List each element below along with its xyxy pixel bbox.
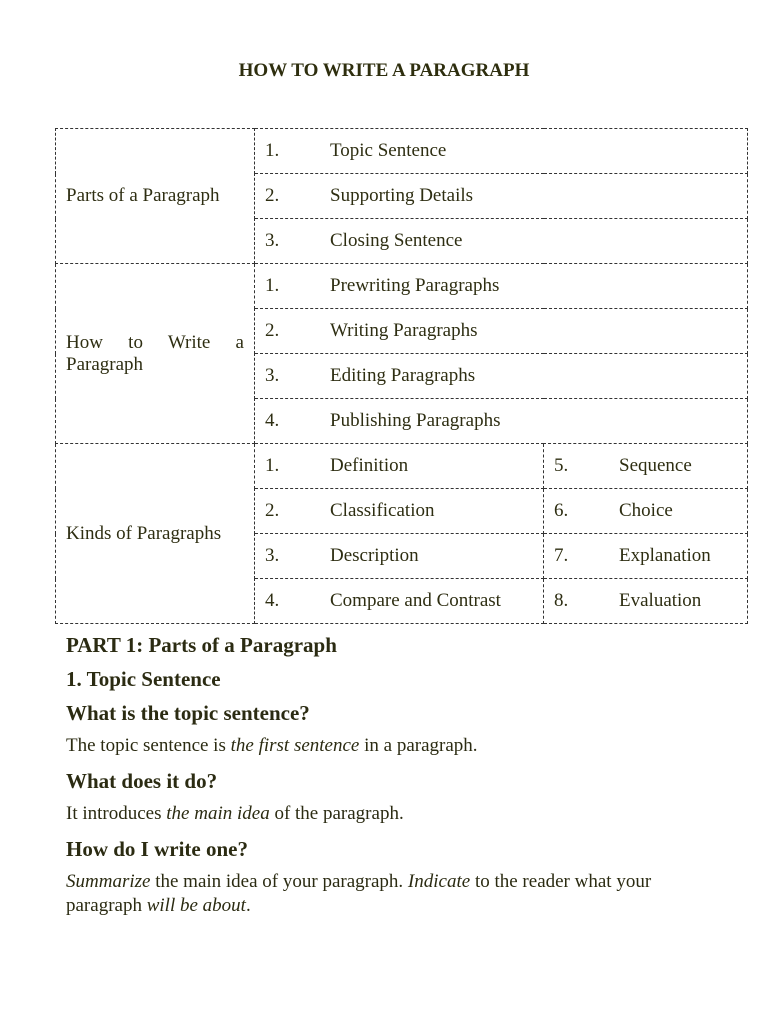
list-item	[255, 444, 544, 489]
answer-paragraph	[66, 734, 726, 758]
list-item	[255, 489, 544, 534]
item-number: 3.	[265, 230, 280, 251]
list-item	[255, 309, 748, 354]
document-body	[66, 632, 726, 928]
emphasis-text: the first sentence	[230, 735, 360, 756]
item-text: Topic Sentence	[330, 140, 447, 161]
item-number: 3.	[265, 365, 280, 386]
list-item	[544, 489, 748, 534]
section-label-parts: Parts of a Paragraph	[56, 129, 255, 264]
list-item	[544, 579, 748, 624]
item-text: Writing Paragraphs	[330, 320, 478, 341]
item-number: 1.	[265, 275, 280, 296]
answer-paragraph	[66, 802, 726, 826]
list-item	[255, 354, 748, 399]
text-run: in a paragraph.	[359, 735, 478, 756]
table-row	[56, 129, 748, 174]
item-number: 2.	[265, 320, 280, 341]
list-item	[255, 534, 544, 579]
table-row	[56, 264, 748, 309]
emphasis-text: the main idea	[166, 803, 270, 824]
item-number: 4.	[265, 590, 280, 611]
item-number: 8.	[554, 590, 569, 611]
item-number: 2.	[265, 185, 280, 206]
list-item	[255, 399, 748, 444]
item-text: Choice	[619, 500, 673, 521]
item-text: Supporting Details	[330, 185, 474, 206]
item-text: Prewriting Paragraphs	[330, 275, 500, 296]
part-heading: PART 1: Parts of a Paragraph	[66, 633, 337, 657]
question-heading: What does it do?	[66, 769, 218, 793]
list-item	[544, 444, 748, 489]
item-number: 2.	[265, 500, 280, 521]
item-number: 6.	[554, 500, 569, 521]
item-text: Explanation	[619, 545, 711, 566]
text-run: The topic sentence is	[66, 735, 231, 756]
item-text: Definition	[330, 455, 409, 476]
text-run: of the paragraph.	[269, 803, 404, 824]
section-label-kinds: Kinds of Paragraphs	[56, 444, 255, 624]
topic-heading: 1. Topic Sentence	[66, 667, 221, 691]
item-text: Publishing Paragraphs	[330, 410, 501, 431]
item-number: 4.	[265, 410, 280, 431]
item-text: Editing Paragraphs	[330, 365, 476, 386]
item-text: Classification	[330, 500, 435, 521]
list-item	[255, 264, 748, 309]
text-run: the main idea of your paragraph.	[150, 871, 408, 892]
emphasis-text: will be about	[146, 895, 246, 916]
item-number: 3.	[265, 545, 280, 566]
item-number: 1.	[265, 455, 280, 476]
item-text: Description	[330, 545, 419, 566]
item-text: Compare and Contrast	[330, 590, 501, 611]
item-number: 5.	[554, 455, 569, 476]
outline-table	[55, 128, 748, 624]
list-item	[255, 174, 748, 219]
page-title: HOW TO WRITE A PARAGRAPH	[238, 60, 530, 81]
item-text: Sequence	[619, 455, 692, 476]
emphasis-text: Indicate	[407, 871, 471, 892]
question-heading: How do I write one?	[66, 837, 248, 861]
text-run: It introduces	[66, 803, 167, 824]
answer-paragraph	[66, 870, 726, 918]
item-text: Evaluation	[619, 590, 702, 611]
text-run: to the reader what your paragraph	[66, 871, 652, 916]
list-item	[544, 534, 748, 579]
table-row	[56, 444, 748, 489]
text-run: .	[245, 895, 251, 916]
item-number: 7.	[554, 545, 569, 566]
section-label-how: How to Write a Paragraph	[56, 264, 255, 444]
emphasis-text: Summarize	[66, 871, 151, 892]
item-text: Closing Sentence	[330, 230, 463, 251]
list-item	[255, 219, 748, 264]
item-number: 1.	[265, 140, 280, 161]
question-heading: What is the topic sentence?	[66, 701, 310, 725]
list-item	[255, 579, 544, 624]
list-item	[255, 129, 748, 174]
